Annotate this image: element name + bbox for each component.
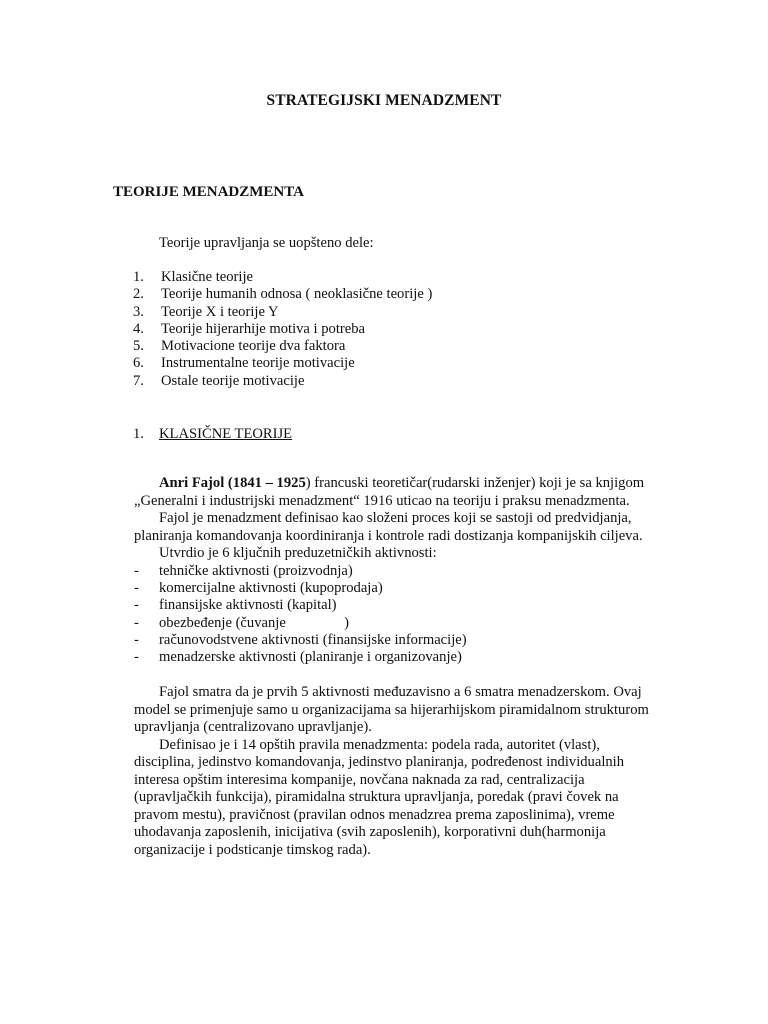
body-text <box>134 475 654 859</box>
list-item <box>113 269 673 286</box>
list-item <box>113 321 673 338</box>
list-item <box>134 563 654 580</box>
list-number: 2. <box>133 286 144 303</box>
list-label: Ostale teorije motivacije <box>161 372 305 389</box>
list-number: 4. <box>133 320 144 337</box>
list-item <box>113 286 673 303</box>
list-item <box>113 355 673 372</box>
intro-text: Teorije upravljanja se uopšteno dele: <box>159 235 374 251</box>
dash-marker: - <box>134 597 139 614</box>
list-item <box>134 632 654 649</box>
paragraph-model: Fajol smatra da je prvih 5 aktivnosti međuzavisno a 6 smatra menadzerskom. Ovaj model se primenjuje samo u organizacijama sa hijerarhijskom piramidalnom strukturom upravljanja (centralizovano upravljanje). <box>134 684 649 736</box>
list-label: Teorije hijerarhije motiva i potreba <box>161 320 366 337</box>
list-item <box>113 304 673 321</box>
section-heading-klasicne <box>133 426 292 444</box>
list-label: Motivacione teorije dva faktora <box>161 338 346 355</box>
paragraph-definition: Fajol je menadzment definisao kao složeni proces koji se sastoji od predvidjanja, planiranja komandovanja koordiniranja i kontrole radi dostizanja kompanijskih ciljeva. <box>134 510 643 544</box>
list-number: 5. <box>133 338 144 355</box>
activity-label: tehničke aktivnosti (proizvodnja) <box>159 562 353 579</box>
fajol-name: Anri Fajol (1841 – 1925 <box>159 475 306 491</box>
section-label: KLASIČNE TEORIJE <box>159 426 293 442</box>
document-title: STRATEGIJSKI MENADZMENT <box>266 92 502 109</box>
paragraph-14-rules: Definisao je i 14 opštih pravila menadzmenta: podela rada, autoritet (vlast), disciplina, jedinstvo komandovanja, jedinstvo planiranja, podređenost individualnih interesa opštim interesima kompanije, novčana naknada za rad, centralizacija (upravljačkih funkcija), piramidalna struktura upravljanja, poredak (pravi čovek na pravom mestu), pravičnost (pravilan odnos menadzrea prema zaposlinima), vreme uhodavanja zaposlenih, inicijativa (svih zaposlenih), korporativni duh(harmonija organizacije i podsticanje timskog rada). <box>134 736 625 858</box>
section-number: 1. <box>133 426 144 442</box>
dash-marker: - <box>134 562 139 579</box>
activity-label: komercijalne aktivnosti (kupoprodaja) <box>159 579 383 596</box>
dash-marker: - <box>134 614 139 631</box>
list-item <box>134 597 654 614</box>
activities-list <box>134 563 654 667</box>
list-number: 1. <box>133 269 144 285</box>
activity-label: računovodstvene aktivnosti (finansijske informacije) <box>159 632 467 649</box>
dash-marker: - <box>134 649 139 666</box>
paragraph-fajol-intro <box>134 475 654 510</box>
fajol-intro-rest: ) francuski teoretičar(rudarski inženjer) koji je sa knjigom „Generalni i industrijski menadzment“ 1916 uticao na teoriju i praksu menadzmenta. <box>134 475 645 509</box>
list-label: Klasične teorije <box>161 269 253 285</box>
list-number: 6. <box>133 355 144 372</box>
activity-label: menadzerske aktivnosti (planiranje i organizovanje) <box>159 649 462 666</box>
dash-marker: - <box>134 579 139 596</box>
section-title: TEORIJE MENADZMENTA <box>113 184 304 200</box>
activity-label: finansijske aktivnosti (kapital) <box>159 597 337 614</box>
dash-marker: - <box>134 632 139 649</box>
list-item <box>113 373 673 390</box>
list-item <box>134 615 654 632</box>
theory-list <box>113 269 673 390</box>
list-label: Instrumentalne teorije motivacije <box>161 355 355 372</box>
list-label: Teorije X i teorije Y <box>161 303 279 320</box>
activity-label: obezbeđenje (čuvanje ) <box>159 614 350 631</box>
list-number: 7. <box>133 372 144 389</box>
list-item <box>113 338 673 355</box>
list-label: Teorije humanih odnosa ( neoklasične teorije ) <box>161 286 433 303</box>
paragraph-activities-intro: Utvrdio je 6 ključnih preduzetničkih aktivnosti: <box>159 545 437 561</box>
list-number: 3. <box>133 303 144 320</box>
list-item <box>134 649 654 666</box>
list-item <box>134 580 654 597</box>
